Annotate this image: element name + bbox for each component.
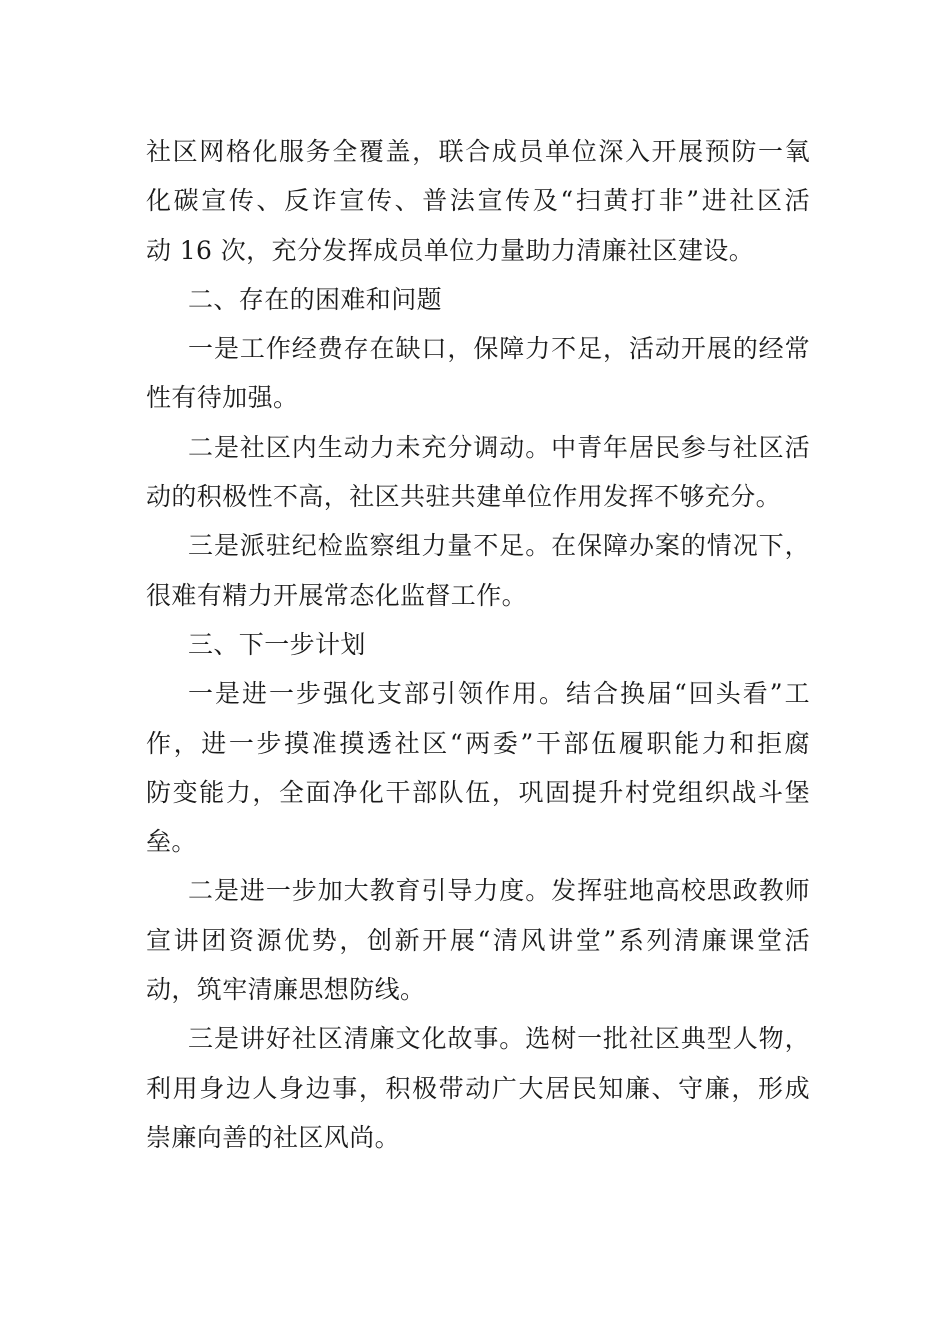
paragraph-plan-2 — [146, 866, 810, 1014]
text-line: 宣讲团资源优势，创新开展“清风讲堂”系列清廉课堂活 — [146, 925, 810, 955]
text-line: 三是讲好社区清廉文化故事。选树一批社区典型人物， — [188, 1024, 810, 1054]
text-line: 动 16 次，充分发挥成员单位力量助力清廉社区建设。 — [146, 235, 755, 265]
paragraph-plan-1 — [146, 669, 810, 866]
document-body — [146, 127, 810, 1162]
text-line: 二是社区内生动力未充分调动。中青年居民参与社区活 — [188, 432, 810, 462]
text-line: 社区网格化服务全覆盖，联合成员单位深入开展预防一氧 — [146, 137, 810, 166]
text-line: 三是派驻纪检监察组力量不足。在保障办案的情况下， — [188, 531, 810, 561]
section-heading-problems — [146, 275, 810, 324]
text-line: 动，筑牢清廉思想防线。 — [146, 975, 426, 1005]
paragraph-problem-3 — [146, 521, 810, 620]
text-line: 二是进一步加大教育引导力度。发挥驻地高校思政教师 — [188, 876, 810, 906]
text-line: 作，进一步摸准摸透社区“两委”干部伍履职能力和拒腐 — [146, 728, 810, 758]
text-line: 利用身边人身边事，积极带动广大居民知廉、守廉，形成 — [146, 1073, 810, 1103]
heading-text: 三、下一步计划 — [188, 629, 366, 659]
text-line: 一是工作经费存在缺口，保障力不足，活动开展的经常 — [188, 334, 810, 364]
text-line: 崇廉向善的社区风尚。 — [146, 1122, 401, 1152]
text-line: 防变能力，全面净化干部队伍，巩固提升村党组织战斗堡 — [146, 777, 810, 807]
text-line: 很难有精力开展常态化监督工作。 — [146, 580, 528, 610]
text-line: 化碳宣传、反诈宣传、普法宣传及“扫黄打非”进社区活 — [146, 186, 810, 216]
text-line: 性有待加强。 — [146, 383, 299, 413]
paragraph-plan-3 — [146, 1014, 810, 1162]
text-line: 垒。 — [146, 827, 197, 857]
text-line: 一是进一步强化支部引领作用。结合换届“回头看”工 — [188, 679, 810, 709]
section-heading-next-steps — [146, 620, 810, 669]
paragraph-problem-2 — [146, 423, 810, 522]
paragraph-continuation — [146, 127, 810, 275]
heading-text: 二、存在的困难和问题 — [188, 284, 443, 314]
text-line: 动的积极性不高，社区共驻共建单位作用发挥不够充分。 — [146, 482, 782, 512]
paragraph-problem-1 — [146, 324, 810, 423]
